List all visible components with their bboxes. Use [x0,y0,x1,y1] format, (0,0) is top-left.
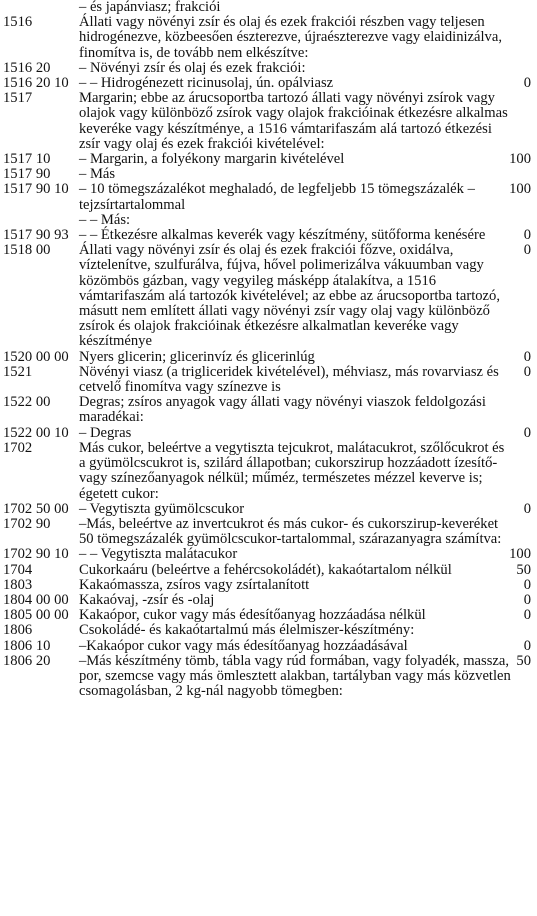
tariff-description: – Margarin, a folyékony margarin kivételével [79,151,345,168]
tariff-code: 1806 10 [3,637,51,654]
tariff-code: 1518 00 [3,242,51,259]
tariff-row [3,182,533,212]
tariff-code: 1517 90 [3,166,51,183]
tariff-row [3,578,533,593]
tariff-code: 1803 [3,576,33,593]
tariff-code: 1702 50 00 [3,500,69,517]
tariff-description: Cukorkaáru (beleértve a fehércsokoládét), kakaótartalom nélkül [79,561,452,578]
tariff-code: 1704 [3,561,33,578]
tariff-row [3,91,533,152]
tariff-code: 1702 90 [3,515,51,532]
tariff-row [3,426,533,441]
tariff-description: – – Hidrogénezett ricinusolaj, ún. opálviasz [79,75,334,92]
tariff-row [3,395,533,425]
tariff-description: Nyers glicerin; glicerinvíz és glicerinlúg [79,348,315,365]
tariff-description: Növényi viasz (a trigliceridek kivételével), méhviasz, más rovarviasz és cetvelő finomítva vagy színezve is [79,363,499,396]
tariff-row [3,76,533,91]
tariff-description: – – Vegytiszta malátacukor [79,546,238,563]
tariff-row [3,639,533,654]
tariff-description: Más cukor, beleértve a vegytiszta tejcukrot, malátacukrot, szőlőcukrot és a gyümölcscukrot is, szilárd állapotban; cukorszirup hozzáadott ízesítő- vagy színezőanyagok nélkül; műméz, természetes mézzel keverve is; égetett cukor: [79,439,505,502]
tariff-code: 1516 20 [3,59,51,76]
tariff-rate: 0 [523,637,531,654]
tariff-code: 1702 90 10 [3,546,69,563]
tariff-row [3,517,533,547]
tariff-rate: 100 [509,181,531,198]
tariff-description: Csokoládé- és kakaótartalmú más élelmiszer-készítmény: [79,622,415,639]
tariff-row [3,243,533,349]
tariff-code: 1804 00 00 [3,591,69,608]
tariff-code: 1516 [3,14,33,31]
tariff-row [3,0,533,15]
tariff-row [3,152,533,167]
tariff-rate: 0 [523,75,531,92]
tariff-description: –Kakaópor cukor vagy más édesítőanyag hozzáadásával [79,637,408,654]
tariff-document [3,0,533,699]
tariff-row [3,15,533,61]
tariff-rate: 0 [523,576,531,593]
tariff-code: 1516 20 10 [3,75,69,92]
tariff-code: 1806 [3,622,33,639]
tariff-row [3,350,533,365]
tariff-description: Kakaópor, cukor vagy más édesítőanyag hozzáadása nélkül [79,607,426,624]
tariff-code: 1517 [3,90,33,107]
tariff-row [3,228,533,243]
tariff-row [3,593,533,608]
tariff-code: 1522 00 10 [3,424,69,441]
tariff-rate: 100 [509,151,531,168]
tariff-row [3,623,533,638]
tariff-code: 1806 20 [3,652,51,669]
tariff-code: 1517 10 [3,151,51,168]
tariff-rate: 50 [516,652,531,669]
tariff-code: 1517 90 10 [3,181,69,198]
tariff-row [3,365,533,395]
tariff-rate: 0 [523,227,531,244]
tariff-description: – Növényi zsír és olaj és ezek frakciói: [79,59,306,76]
tariff-rate: 0 [523,363,531,380]
tariff-rate: 0 [523,500,531,517]
tariff-row [3,213,533,228]
tariff-description: – – Étkezésre alkalmas keverék vagy készítmény, sütőforma kenésére [79,227,486,244]
tariff-description: Kakaómassza, zsíros vagy zsírtalanított [79,576,310,593]
tariff-rate: 0 [523,242,531,259]
tariff-rate: 0 [523,607,531,624]
tariff-row [3,441,533,502]
tariff-code: 1517 90 93 [3,227,69,244]
tariff-code: 1702 [3,439,33,456]
tariff-description: – – Más: [79,211,131,228]
tariff-description: Állati vagy növényi zsír és olaj és ezek frakciói részben vagy teljesen hidrogénezve, közbeesően észterezve, újraészterezve vagy elaidinizálva, finomítva is, de tovább nem elkészítve: [79,14,502,61]
tariff-description: –Más készítmény tömb, tábla vagy rúd formában, vagy folyadék, massza, por, szemcse vagy más ömlesztett alakban, tartályban vagy más közvetlen csomagolásban, 2 kg-nál nagyobb tömegben: [79,652,511,700]
tariff-description: – Vegytiszta gyümölcscukor [79,500,245,517]
tariff-description: Degras; zsíros anyagok vagy állati vagy növényi viaszok feldolgozási maradékai: [79,394,486,426]
tariff-row [3,167,533,182]
tariff-description: Kakaóvaj, -zsír és -olaj [79,591,215,608]
tariff-code: 1805 00 00 [3,607,69,624]
tariff-row [3,654,533,700]
tariff-rate: 0 [523,424,531,441]
tariff-description: – Degras [79,424,132,441]
tariff-description: – és japánviasz; frakciói [79,0,221,15]
tariff-description: – Más [79,166,116,183]
tariff-description: Margarin; ebbe az árucsoportba tartozó állati vagy növényi zsírok vagy olajok vagy különböző zsírok vagy olajok frakcióinak étkezésre alkalmas keveréke vagy készítménye, a 1516 vámtarifaszám alá tartozó étkezési zsír vagy olaj és ezek frakciói kivételével: [79,90,508,152]
tariff-rate: 0 [523,591,531,608]
tariff-row [3,563,533,578]
tariff-code: 1521 [3,363,33,380]
tariff-rate: 100 [509,546,531,563]
tariff-code: 1522 00 [3,394,51,411]
tariff-code: 1520 00 00 [3,348,69,365]
tariff-row [3,547,533,562]
tariff-description: – 10 tömegszázalékot meghaladó, de legfeljebb 15 tömegszázalék – tejzsírtartalommal [79,181,475,213]
tariff-description: –Más, beleértve az invertcukrot és más cukor- és cukorszirup-keveréket 50 tömegszázalék gyümölcscukor-tartalommal, szárazanyagra számítva: [79,515,502,548]
tariff-description: Állati vagy növényi zsír és olaj és ezek frakciói főzve, oxidálva, víztelenítve, szulfurálva, fújva, hővel polimerizálva vákuumban vagy közömbös gázban, vagy vegyileg másképp átalakítva, a 1516 vámtarifaszám alá tartozók kivételével; az ebbe az árucsoportba tartozó, másutt nem említett állati vagy növényi zsír vagy olaj vagy különböző zsírok és olajok frakcióinak étkezésre alkalmatlan keveréke vagy készítménye [79,242,500,350]
tariff-row [3,502,533,517]
tariff-row [3,61,533,76]
tariff-row [3,608,533,623]
tariff-rate: 0 [523,348,531,365]
tariff-rate: 50 [516,561,531,578]
